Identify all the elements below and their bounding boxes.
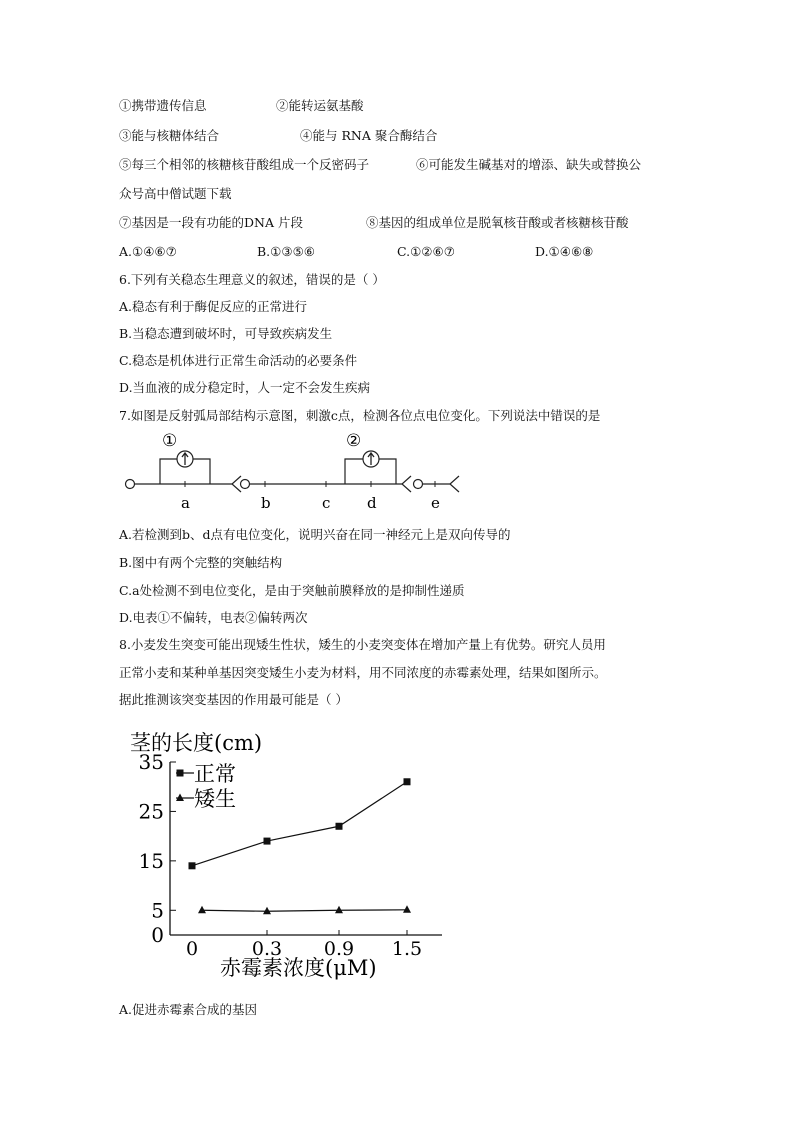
q5-option-a: A.①④⑥⑦ [119, 244, 177, 259]
q8-stem-line-3: 据此推测该突变基因的作用最可能是（ ） [119, 692, 348, 707]
synapse-2 [402, 476, 411, 492]
y-tick-label: 35 [138, 750, 164, 774]
neuron-2-soma [241, 480, 250, 489]
watermark-line: 众号高中僧试题下载 [119, 186, 232, 201]
data-point-dwarf [335, 906, 343, 914]
q6-option-c: C.稳态是机体进行正常生命活动的必要条件 [119, 353, 358, 368]
x-tick-label: 1.5 [391, 938, 423, 960]
q5-option-c: C.①②⑥⑦ [397, 244, 455, 259]
neuron-1-soma [126, 480, 135, 489]
data-point-normal [336, 823, 343, 830]
q6-option-d: D.当血液的成分稳定时，人一定不会发生疾病 [119, 380, 371, 395]
legend-label: 矮生 [194, 787, 236, 811]
reflex-arc-diagram [115, 430, 475, 520]
point-e-label: e [431, 494, 440, 512]
statement-1: ①携带遗传信息 [119, 98, 207, 113]
y-tick-label: 0 [151, 923, 164, 947]
statement-2: ②能转运氨基酸 [276, 98, 364, 113]
data-point-dwarf [263, 907, 271, 915]
q7-option-c: C.a处检测不到电位变化，是由于突触前膜释放的是抑制性递质 [119, 583, 465, 598]
statement-7: ⑦基因是一段有功能的DNA 片段 [119, 215, 303, 230]
q7-option-d: D.电表①不偏转，电表②偏转两次 [119, 610, 308, 625]
gibberellin-stem-length-chart [110, 720, 450, 985]
y-tick-label: 25 [138, 799, 164, 824]
point-b-label: b [261, 494, 271, 512]
q7-option-a: A.若检测到b、d点有电位变化，说明兴奋在同一神经元上是双向传导的 [119, 527, 511, 542]
series-line-dwarf [202, 910, 407, 911]
q7-option-b: B.图中有两个完整的突触结构 [119, 555, 283, 570]
data-point-normal [404, 778, 411, 785]
q8-option-a: A.促进赤霉素合成的基因 [119, 1002, 258, 1017]
data-point-dwarf [198, 906, 206, 914]
x-tick-label: 0.9 [323, 938, 355, 960]
q6-option-b: B.当稳态遭到破坏时，可导致疾病发生 [119, 326, 333, 341]
y-tick-label: 5 [151, 898, 164, 923]
neuron-3-soma [414, 480, 423, 489]
q8-stem-line-1: 8.小麦发生突变可能出现矮生性状，矮生的小麦突变体在增加产量上有优势。研究人员用 [119, 637, 606, 652]
chart-ylabel: 茎的长度(cm) [130, 731, 263, 755]
statement-3: ③能与核糖体结合 [119, 128, 220, 143]
data-point-normal [264, 838, 271, 845]
synapse-3 [450, 476, 459, 492]
legend-label: 正常 [194, 762, 236, 786]
chart-xlabel: 赤霉素浓度(μM) [220, 956, 377, 980]
point-a-label: a [181, 494, 190, 512]
chart-ticks [139, 750, 423, 960]
statement-5: ⑤每三个相邻的核糖核苷酸组成一个反密码子 [119, 157, 370, 172]
point-c-label: c [322, 494, 331, 512]
meter-1-label: ① [162, 431, 178, 451]
statement-4: ④能与 RNA 聚合酶结合 [300, 128, 438, 143]
x-tick-label: 0 [185, 938, 199, 960]
chart-legend [176, 762, 236, 811]
q6-option-a: A.稳态有利于酶促反应的正常进行 [119, 299, 308, 314]
q7-stem: 7.如图是反射弧局部结构示意图，刺激c点，检测各位点电位变化。下列说法中错误的是 [119, 408, 601, 423]
legend-marker [177, 770, 184, 777]
legend-marker [176, 794, 184, 802]
point-d-label: d [367, 494, 377, 512]
q6-stem: 6.下列有关稳态生理意义的叙述，错误的是（ ） [119, 272, 385, 287]
q8-stem-line-2: 正常小麦和某种单基因突变矮生小麦为材料，用不同浓度的赤霉素处理，结果如图所示。 [119, 665, 607, 680]
q5-option-d: D.①④⑥⑧ [535, 244, 594, 259]
q5-option-b: B.①③⑤⑥ [257, 244, 315, 259]
statement-6: ⑥可能发生碱基对的增添、缺失或替换公 [416, 157, 642, 172]
synapse-1 [232, 476, 241, 492]
statement-8: ⑧基因的组成单位是脱氧核苷酸或者核糖核苷酸 [366, 215, 629, 230]
x-tick-label: 0.3 [251, 938, 283, 960]
y-tick-label: 15 [138, 848, 164, 873]
data-point-normal [189, 862, 196, 869]
data-point-dwarf [403, 905, 411, 913]
meter-2-label: ② [346, 431, 362, 451]
